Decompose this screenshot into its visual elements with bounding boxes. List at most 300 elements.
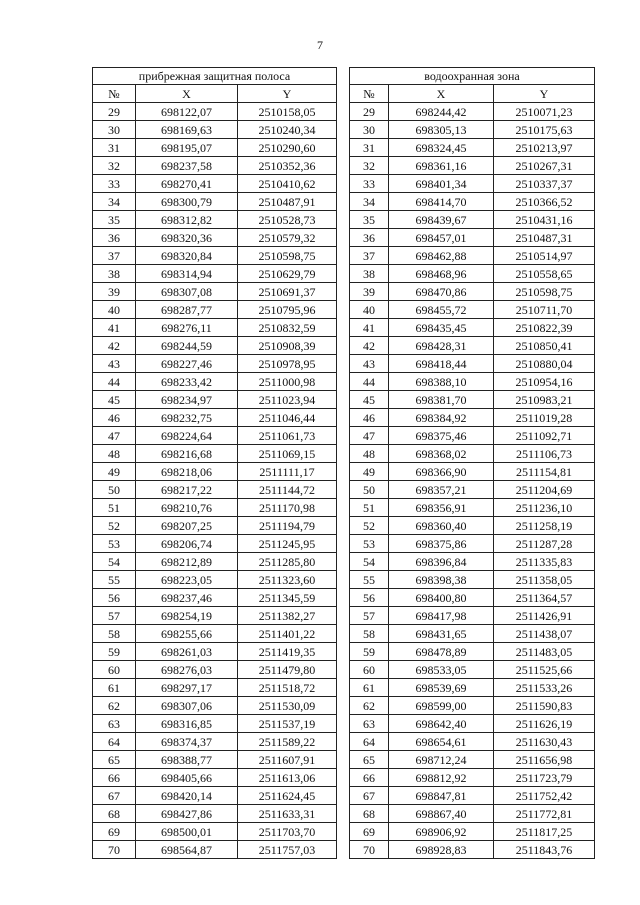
- y-coordinate-cell: 2510579,32: [238, 229, 337, 247]
- coastal-strip-table: [92, 67, 337, 859]
- point-number-cell: 30: [93, 121, 136, 139]
- x-coordinate-cell: 698420,14: [136, 787, 238, 805]
- y-coordinate-cell: 2511154,81: [494, 463, 595, 481]
- column-header-y: Y: [494, 85, 595, 103]
- point-number-cell: 53: [350, 535, 389, 553]
- coastal-strip-title: прибрежная защитная полоса: [93, 68, 337, 85]
- water-protection-zone-table-body: [350, 103, 595, 859]
- column-header-number: №: [93, 85, 136, 103]
- point-number-cell: 66: [93, 769, 136, 787]
- y-coordinate-cell: 2511426,91: [494, 607, 595, 625]
- x-coordinate-cell: 698405,66: [136, 769, 238, 787]
- table-row: [350, 841, 595, 859]
- table-row: [350, 535, 595, 553]
- table-row: [350, 625, 595, 643]
- x-coordinate-cell: 698470,86: [389, 283, 494, 301]
- y-coordinate-cell: 2510954,16: [494, 373, 595, 391]
- y-coordinate-cell: 2511000,98: [238, 373, 337, 391]
- x-coordinate-cell: 698712,24: [389, 751, 494, 769]
- x-coordinate-cell: 698227,46: [136, 355, 238, 373]
- point-number-cell: 56: [93, 589, 136, 607]
- point-number-cell: 68: [93, 805, 136, 823]
- point-number-cell: 67: [350, 787, 389, 805]
- point-number-cell: 35: [93, 211, 136, 229]
- y-coordinate-cell: 2511589,22: [238, 733, 337, 751]
- x-coordinate-cell: 698276,03: [136, 661, 238, 679]
- table-row: [93, 589, 337, 607]
- point-number-cell: 31: [93, 139, 136, 157]
- y-coordinate-cell: 2511323,60: [238, 571, 337, 589]
- x-coordinate-cell: 698207,25: [136, 517, 238, 535]
- table-row: [93, 427, 337, 445]
- point-number-cell: 70: [93, 841, 136, 859]
- table-row: [93, 787, 337, 805]
- y-coordinate-cell: 2511382,27: [238, 607, 337, 625]
- table-row: [93, 751, 337, 769]
- y-coordinate-cell: 2510487,31: [494, 229, 595, 247]
- point-number-cell: 64: [93, 733, 136, 751]
- point-number-cell: 69: [93, 823, 136, 841]
- x-coordinate-cell: 698812,92: [389, 769, 494, 787]
- y-coordinate-cell: 2511537,19: [238, 715, 337, 733]
- table-title-row: [93, 68, 337, 85]
- y-coordinate-cell: 2511364,57: [494, 589, 595, 607]
- table-row: [93, 841, 337, 859]
- point-number-cell: 42: [350, 337, 389, 355]
- x-coordinate-cell: 698254,19: [136, 607, 238, 625]
- table-row: [93, 535, 337, 553]
- point-number-cell: 51: [350, 499, 389, 517]
- point-number-cell: 66: [350, 769, 389, 787]
- table-row: [350, 823, 595, 841]
- x-coordinate-cell: 698435,45: [389, 319, 494, 337]
- x-coordinate-cell: 698297,17: [136, 679, 238, 697]
- point-number-cell: 47: [350, 427, 389, 445]
- point-number-cell: 57: [93, 607, 136, 625]
- x-coordinate-cell: 698366,90: [389, 463, 494, 481]
- table-row: [350, 427, 595, 445]
- x-coordinate-cell: 698361,16: [389, 157, 494, 175]
- table-row: [350, 193, 595, 211]
- point-number-cell: 70: [350, 841, 389, 859]
- point-number-cell: 54: [350, 553, 389, 571]
- point-number-cell: 43: [350, 355, 389, 373]
- point-number-cell: 42: [93, 337, 136, 355]
- table-row: [350, 391, 595, 409]
- table-row: [350, 247, 595, 265]
- point-number-cell: 51: [93, 499, 136, 517]
- point-number-cell: 67: [93, 787, 136, 805]
- table-row: [350, 463, 595, 481]
- x-coordinate-cell: 698217,22: [136, 481, 238, 499]
- column-header-x: X: [389, 85, 494, 103]
- table-row: [93, 733, 337, 751]
- point-number-cell: 65: [93, 751, 136, 769]
- x-coordinate-cell: 698928,83: [389, 841, 494, 859]
- y-coordinate-cell: 2510822,39: [494, 319, 595, 337]
- point-number-cell: 59: [350, 643, 389, 661]
- point-number-cell: 49: [93, 463, 136, 481]
- x-coordinate-cell: 698218,06: [136, 463, 238, 481]
- point-number-cell: 63: [350, 715, 389, 733]
- y-coordinate-cell: 2511626,19: [494, 715, 595, 733]
- point-number-cell: 48: [350, 445, 389, 463]
- x-coordinate-cell: 698847,81: [389, 787, 494, 805]
- point-number-cell: 44: [350, 373, 389, 391]
- y-coordinate-cell: 2511111,17: [238, 463, 337, 481]
- point-number-cell: 37: [350, 247, 389, 265]
- y-coordinate-cell: 2511633,31: [238, 805, 337, 823]
- y-coordinate-cell: 2511092,71: [494, 427, 595, 445]
- point-number-cell: 46: [350, 409, 389, 427]
- point-number-cell: 29: [93, 103, 136, 121]
- y-coordinate-cell: 2511106,73: [494, 445, 595, 463]
- x-coordinate-cell: 698261,03: [136, 643, 238, 661]
- y-coordinate-cell: 2511518,72: [238, 679, 337, 697]
- point-number-cell: 38: [350, 265, 389, 283]
- y-coordinate-cell: 2511023,94: [238, 391, 337, 409]
- y-coordinate-cell: 2511703,70: [238, 823, 337, 841]
- table-row: [93, 805, 337, 823]
- x-coordinate-cell: 698418,44: [389, 355, 494, 373]
- table-row: [93, 391, 337, 409]
- y-coordinate-cell: 2510711,70: [494, 301, 595, 319]
- table-row: [93, 661, 337, 679]
- point-number-cell: 46: [93, 409, 136, 427]
- y-coordinate-cell: 2510175,63: [494, 121, 595, 139]
- x-coordinate-cell: 698642,40: [389, 715, 494, 733]
- table-row: [350, 139, 595, 157]
- x-coordinate-cell: 698307,06: [136, 697, 238, 715]
- x-coordinate-cell: 698401,34: [389, 175, 494, 193]
- point-number-cell: 40: [93, 301, 136, 319]
- y-coordinate-cell: 2511590,83: [494, 697, 595, 715]
- table-row: [350, 769, 595, 787]
- table-row: [93, 409, 337, 427]
- y-coordinate-cell: 2510691,37: [238, 283, 337, 301]
- table-row: [93, 229, 337, 247]
- x-coordinate-cell: 698233,42: [136, 373, 238, 391]
- x-coordinate-cell: 698396,84: [389, 553, 494, 571]
- table-row: [350, 103, 595, 121]
- table-row: [93, 175, 337, 193]
- y-coordinate-cell: 2511757,03: [238, 841, 337, 859]
- table-row: [93, 373, 337, 391]
- y-coordinate-cell: 2511843,76: [494, 841, 595, 859]
- x-coordinate-cell: 698427,86: [136, 805, 238, 823]
- x-coordinate-cell: 698462,88: [389, 247, 494, 265]
- point-number-cell: 47: [93, 427, 136, 445]
- table-row: [350, 229, 595, 247]
- point-number-cell: 56: [350, 589, 389, 607]
- table-row: [93, 139, 337, 157]
- point-number-cell: 69: [350, 823, 389, 841]
- x-coordinate-cell: 698316,85: [136, 715, 238, 733]
- x-coordinate-cell: 698324,45: [389, 139, 494, 157]
- table-row: [350, 175, 595, 193]
- table-row: [350, 733, 595, 751]
- y-coordinate-cell: 2510352,36: [238, 157, 337, 175]
- y-coordinate-cell: 2511358,05: [494, 571, 595, 589]
- table-row: [350, 715, 595, 733]
- x-coordinate-cell: 698500,01: [136, 823, 238, 841]
- table-row: [350, 211, 595, 229]
- table-row: [350, 283, 595, 301]
- y-coordinate-cell: 2511019,28: [494, 409, 595, 427]
- point-number-cell: 59: [93, 643, 136, 661]
- y-coordinate-cell: 2511285,80: [238, 553, 337, 571]
- y-coordinate-cell: 2510410,62: [238, 175, 337, 193]
- x-coordinate-cell: 698539,69: [389, 679, 494, 697]
- x-coordinate-cell: 698307,08: [136, 283, 238, 301]
- x-coordinate-cell: 698439,67: [389, 211, 494, 229]
- y-coordinate-cell: 2511772,81: [494, 805, 595, 823]
- table-title-row: [350, 68, 595, 85]
- y-coordinate-cell: 2511479,80: [238, 661, 337, 679]
- x-coordinate-cell: 698255,66: [136, 625, 238, 643]
- point-number-cell: 62: [93, 697, 136, 715]
- y-coordinate-cell: 2510795,96: [238, 301, 337, 319]
- x-coordinate-cell: 698314,94: [136, 265, 238, 283]
- table-row: [350, 355, 595, 373]
- x-coordinate-cell: 698654,61: [389, 733, 494, 751]
- table-row: [93, 769, 337, 787]
- y-coordinate-cell: 2510598,75: [238, 247, 337, 265]
- y-coordinate-cell: 2511438,07: [494, 625, 595, 643]
- x-coordinate-cell: 698320,36: [136, 229, 238, 247]
- x-coordinate-cell: 698300,79: [136, 193, 238, 211]
- x-coordinate-cell: 698244,59: [136, 337, 238, 355]
- table-row: [350, 661, 595, 679]
- table-row: [350, 697, 595, 715]
- x-coordinate-cell: 698398,38: [389, 571, 494, 589]
- x-coordinate-cell: 698223,05: [136, 571, 238, 589]
- x-coordinate-cell: 698237,58: [136, 157, 238, 175]
- x-coordinate-cell: 698232,75: [136, 409, 238, 427]
- table-row: [93, 823, 337, 841]
- point-number-cell: 33: [93, 175, 136, 193]
- x-coordinate-cell: 698244,42: [389, 103, 494, 121]
- y-coordinate-cell: 2510528,73: [238, 211, 337, 229]
- y-coordinate-cell: 2511607,91: [238, 751, 337, 769]
- point-number-cell: 32: [93, 157, 136, 175]
- x-coordinate-cell: 698564,87: [136, 841, 238, 859]
- y-coordinate-cell: 2510850,41: [494, 337, 595, 355]
- y-coordinate-cell: 2511401,22: [238, 625, 337, 643]
- y-coordinate-cell: 2511194,79: [238, 517, 337, 535]
- x-coordinate-cell: 698381,70: [389, 391, 494, 409]
- point-number-cell: 36: [93, 229, 136, 247]
- x-coordinate-cell: 698368,02: [389, 445, 494, 463]
- point-number-cell: 29: [350, 103, 389, 121]
- table-row: [93, 211, 337, 229]
- y-coordinate-cell: 2510337,37: [494, 175, 595, 193]
- y-coordinate-cell: 2511656,98: [494, 751, 595, 769]
- table-row: [350, 301, 595, 319]
- table-row: [350, 679, 595, 697]
- y-coordinate-cell: 2511236,10: [494, 499, 595, 517]
- table-row: [93, 517, 337, 535]
- x-coordinate-cell: 698276,11: [136, 319, 238, 337]
- point-number-cell: 53: [93, 535, 136, 553]
- y-coordinate-cell: 2511258,19: [494, 517, 595, 535]
- x-coordinate-cell: 698312,82: [136, 211, 238, 229]
- x-coordinate-cell: 698224,64: [136, 427, 238, 445]
- point-number-cell: 64: [350, 733, 389, 751]
- point-number-cell: 52: [93, 517, 136, 535]
- y-coordinate-cell: 2511723,79: [494, 769, 595, 787]
- table-row: [350, 157, 595, 175]
- table-row: [93, 445, 337, 463]
- table-row: [93, 697, 337, 715]
- x-coordinate-cell: 698457,01: [389, 229, 494, 247]
- x-coordinate-cell: 698374,37: [136, 733, 238, 751]
- y-coordinate-cell: 2510908,39: [238, 337, 337, 355]
- table-row: [93, 679, 337, 697]
- point-number-cell: 55: [93, 571, 136, 589]
- table-row: [93, 643, 337, 661]
- table-row: [350, 553, 595, 571]
- point-number-cell: 31: [350, 139, 389, 157]
- y-coordinate-cell: 2511204,69: [494, 481, 595, 499]
- water-protection-zone-table: [349, 67, 595, 859]
- table-row: [350, 517, 595, 535]
- table-row: [93, 553, 337, 571]
- point-number-cell: 45: [93, 391, 136, 409]
- y-coordinate-cell: 2511170,98: [238, 499, 337, 517]
- y-coordinate-cell: 2510267,31: [494, 157, 595, 175]
- x-coordinate-cell: 698867,40: [389, 805, 494, 823]
- point-number-cell: 48: [93, 445, 136, 463]
- y-coordinate-cell: 2511817,25: [494, 823, 595, 841]
- table-row: [350, 265, 595, 283]
- table-row: [93, 571, 337, 589]
- x-coordinate-cell: 698414,70: [389, 193, 494, 211]
- coastal-strip-table-body: [93, 103, 337, 859]
- point-number-cell: 41: [350, 319, 389, 337]
- y-coordinate-cell: 2510832,59: [238, 319, 337, 337]
- table-row: [350, 589, 595, 607]
- y-coordinate-cell: 2510290,60: [238, 139, 337, 157]
- point-number-cell: 49: [350, 463, 389, 481]
- y-coordinate-cell: 2510158,05: [238, 103, 337, 121]
- y-coordinate-cell: 2510983,21: [494, 391, 595, 409]
- x-coordinate-cell: 698431,65: [389, 625, 494, 643]
- table-row: [93, 121, 337, 139]
- y-coordinate-cell: 2510366,52: [494, 193, 595, 211]
- column-header-x: X: [136, 85, 238, 103]
- x-coordinate-cell: 698305,13: [389, 121, 494, 139]
- x-coordinate-cell: 698388,10: [389, 373, 494, 391]
- y-coordinate-cell: 2511613,06: [238, 769, 337, 787]
- point-number-cell: 43: [93, 355, 136, 373]
- x-coordinate-cell: 698478,89: [389, 643, 494, 661]
- y-coordinate-cell: 2510487,91: [238, 193, 337, 211]
- table-row: [350, 337, 595, 355]
- x-coordinate-cell: 698417,98: [389, 607, 494, 625]
- x-coordinate-cell: 698234,97: [136, 391, 238, 409]
- table-row: [93, 625, 337, 643]
- point-number-cell: 61: [93, 679, 136, 697]
- point-number-cell: 52: [350, 517, 389, 535]
- water-protection-zone-title: водоохранная зона: [350, 68, 595, 85]
- point-number-cell: 63: [93, 715, 136, 733]
- point-number-cell: 39: [350, 283, 389, 301]
- table-row: [350, 481, 595, 499]
- y-coordinate-cell: 2511335,83: [494, 553, 595, 571]
- table-row: [93, 715, 337, 733]
- y-coordinate-cell: 2511419,35: [238, 643, 337, 661]
- table-row: [350, 607, 595, 625]
- point-number-cell: 30: [350, 121, 389, 139]
- table-row: [350, 643, 595, 661]
- x-coordinate-cell: 698384,92: [389, 409, 494, 427]
- y-coordinate-cell: 2511345,59: [238, 589, 337, 607]
- x-coordinate-cell: 698468,96: [389, 265, 494, 283]
- x-coordinate-cell: 698169,63: [136, 121, 238, 139]
- y-coordinate-cell: 2511752,42: [494, 787, 595, 805]
- x-coordinate-cell: 698287,77: [136, 301, 238, 319]
- x-coordinate-cell: 698375,86: [389, 535, 494, 553]
- table-row: [93, 157, 337, 175]
- point-number-cell: 50: [93, 481, 136, 499]
- water-protection-zone-section: [349, 67, 595, 859]
- x-coordinate-cell: 698356,91: [389, 499, 494, 517]
- y-coordinate-cell: 2511530,09: [238, 697, 337, 715]
- x-coordinate-cell: 698388,77: [136, 751, 238, 769]
- y-coordinate-cell: 2510071,23: [494, 103, 595, 121]
- column-header-y: Y: [238, 85, 337, 103]
- table-row: [350, 787, 595, 805]
- y-coordinate-cell: 2511287,28: [494, 535, 595, 553]
- y-coordinate-cell: 2510558,65: [494, 265, 595, 283]
- point-number-cell: 40: [350, 301, 389, 319]
- x-coordinate-cell: 698400,80: [389, 589, 494, 607]
- y-coordinate-cell: 2510880,04: [494, 355, 595, 373]
- table-row: [93, 301, 337, 319]
- point-number-cell: 50: [350, 481, 389, 499]
- point-number-cell: 62: [350, 697, 389, 715]
- x-coordinate-cell: 698195,07: [136, 139, 238, 157]
- table-row: [350, 319, 595, 337]
- point-number-cell: 60: [350, 661, 389, 679]
- table-row: [93, 247, 337, 265]
- y-coordinate-cell: 2510240,34: [238, 121, 337, 139]
- x-coordinate-cell: 698212,89: [136, 553, 238, 571]
- x-coordinate-cell: 698906,92: [389, 823, 494, 841]
- table-row: [93, 283, 337, 301]
- y-coordinate-cell: 2511483,05: [494, 643, 595, 661]
- y-coordinate-cell: 2510514,97: [494, 247, 595, 265]
- y-coordinate-cell: 2511533,26: [494, 679, 595, 697]
- table-header-row: [93, 85, 337, 103]
- table-row: [350, 805, 595, 823]
- column-header-number: №: [350, 85, 389, 103]
- table-row: [350, 445, 595, 463]
- point-number-cell: 58: [93, 625, 136, 643]
- table-row: [93, 337, 337, 355]
- point-number-cell: 35: [350, 211, 389, 229]
- table-row: [93, 103, 337, 121]
- coastal-strip-section: [92, 67, 337, 859]
- x-coordinate-cell: 698270,41: [136, 175, 238, 193]
- table-row: [350, 373, 595, 391]
- x-coordinate-cell: 698599,00: [389, 697, 494, 715]
- point-number-cell: 38: [93, 265, 136, 283]
- y-coordinate-cell: 2510629,79: [238, 265, 337, 283]
- table-row: [93, 499, 337, 517]
- point-number-cell: 39: [93, 283, 136, 301]
